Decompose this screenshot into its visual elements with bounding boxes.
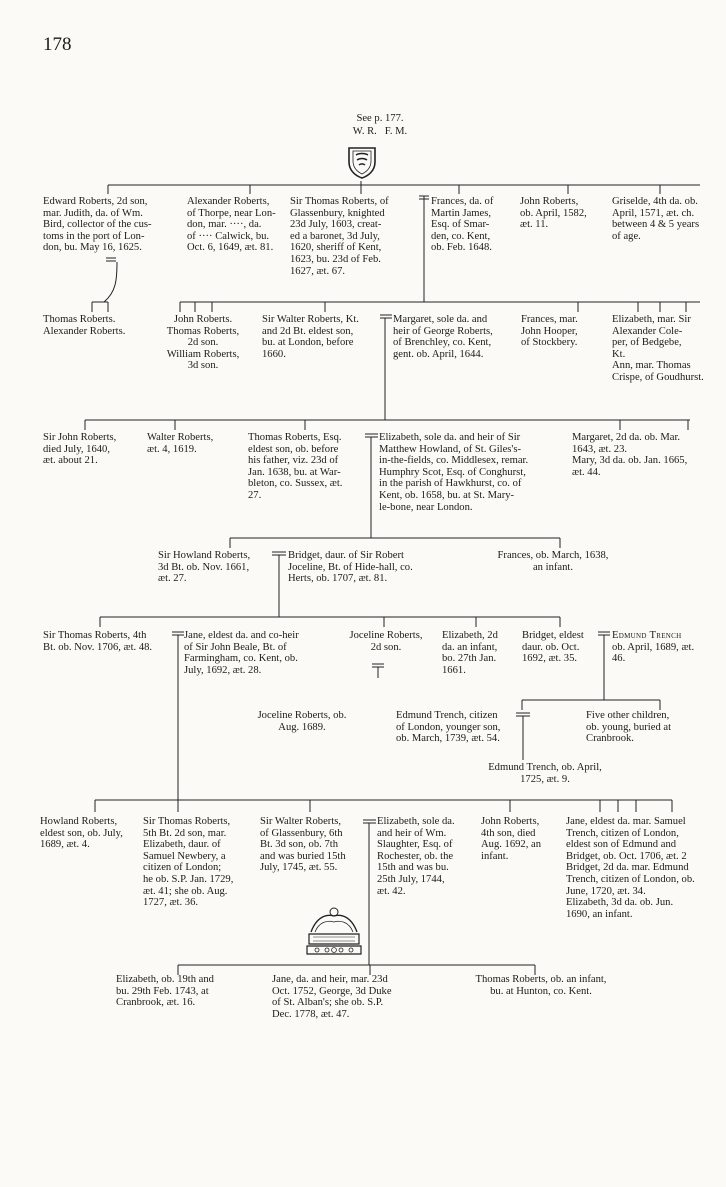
page-number: 178 bbox=[43, 34, 72, 55]
person-margaret-roberts-brenchley: Margaret, sole da. and heir of George Roberts, of Brenchley, co. Kent, gent. ob. April, 1644. bbox=[393, 314, 493, 360]
person-sir-thomas-roberts-1st-bt: Sir Thomas Roberts, of Glassenbury, knighted 23d July, 1603, creat- ed a baronet, 3d July, 1620, sheriff of Kent, 1623, bu. 23d of Feb. 1627, æt. 67. bbox=[290, 196, 389, 277]
persons-john-thomas-william: John Roberts. Thomas Roberts, 2d son. William Roberts, 3d son. bbox=[166, 314, 240, 372]
person-frances-hooper: Frances, mar. John Hooper, of Stockbery. bbox=[521, 314, 578, 349]
person-bridget-eldest-daur: Bridget, eldest daur. ob. Oct. 1692, æt. 35. bbox=[522, 630, 584, 665]
person-elizabeth-howland: Elizabeth, sole da. and heir of Sir Matthew Howland, of St. Giles's- in-the-fields, co. Middlesex, remar. Humphry Scot, Esq. of Conghurst, in the parish of Hawkhurst, co. of Kent, ob. 1658, bu. at St. Mary- le-bone, near London. bbox=[379, 432, 529, 513]
person-howland-roberts-1689: Howland Roberts, eldest son, ob. July, 1689, æt. 4. bbox=[40, 816, 123, 851]
person-elizabeth-slaughter: Elizabeth, sole da. and heir of Wm. Slaughter, Esq. of Rochester, ob. the 15th and was bu. 25th July, 1744, æt. 42. bbox=[377, 816, 455, 897]
parent-initials: W. R. F. M. bbox=[352, 126, 408, 137]
person-sir-john-roberts: Sir John Roberts, died July, 1640, æt. about 21. bbox=[43, 432, 117, 467]
person-joceline-roberts-1689: Joceline Roberts, ob. Aug. 1689. bbox=[257, 710, 347, 733]
persons-margaret-and-mary: Margaret, 2d da. ob. Mar. 1643, æt. 23. Mary, 3d da. ob. Jan. 1665, æt. 44. bbox=[572, 432, 688, 478]
persons-elizabeth-and-ann: Elizabeth, mar. Sir Alexander Cole- per, of Bedgebe, Kt. Ann, mar. Thomas Crispe, of Goudhurst. bbox=[612, 314, 704, 383]
person-bridget-joceline: Bridget, daur. of Sir Robert Joceline, Bt. of Hide-hall, co. Herts, ob. 1707, æt. 81. bbox=[288, 550, 413, 585]
person-elizabeth-1743: Elizabeth, ob. 19th and bu. 29th Feb. 1743, at Cranbrook, æt. 16. bbox=[116, 974, 214, 1009]
person-edmund-trench-citizen: Edmund Trench, citizen of London, younger son, ob. March, 1739, æt. 54. bbox=[396, 710, 501, 745]
person-john-roberts-1692: John Roberts, 4th son, died Aug. 1692, an infant. bbox=[481, 816, 542, 862]
person-frances-1638: Frances, ob. March, 1638, an infant. bbox=[497, 550, 609, 573]
person-edmund-trench-details: ob. April, 1689, æt. 46. bbox=[612, 641, 695, 665]
person-john-roberts-1582: John Roberts, ob. April, 1582, æt. 11. bbox=[520, 196, 587, 231]
person-edmund-trench-1689 bbox=[612, 630, 694, 665]
person-sir-walter-roberts-6th-bt: Sir Walter Roberts, of Glassenbury, 6th Bt. 3d son, ob. 7th and was buried 15th July, 1745, æt. 55. bbox=[260, 816, 346, 874]
person-sir-howland-roberts: Sir Howland Roberts, 3d Bt. ob. Nov. 1661, æt. 27. bbox=[158, 550, 251, 585]
person-jane-beale: Jane, eldest da. and co-heir of Sir John Beale, Bt. of Farmingham, co. Kent, ob. July, 1692, æt. 28. bbox=[184, 630, 299, 676]
person-edward-roberts: Edward Roberts, 2d son, mar. Judith, da. of Wm. Bird, collector of the cus- toms in the port of Lon- don, bu. May 16, 1625. bbox=[43, 196, 152, 254]
persons-thomas-and-alexander: Thomas Roberts. Alexander Roberts. bbox=[43, 314, 126, 337]
person-walter-roberts-1619: Walter Roberts, æt. 4, 1619. bbox=[147, 432, 214, 455]
person-sir-walter-roberts-2nd-bt: Sir Walter Roberts, Kt. and 2d Bt. eldest son, bu. at London, before 1660. bbox=[262, 314, 359, 360]
person-thomas-roberts-esq: Thomas Roberts, Esq. eldest son, ob. before his father, viz. 23d of Jan. 1638, bu. at War- bleton, co. Sussex, æt. 27. bbox=[248, 432, 343, 501]
person-joceline-roberts-2d-son: Joceline Roberts, 2d son. bbox=[349, 630, 423, 653]
person-thomas-roberts-infant: Thomas Roberts, ob. an infant, bu. at Hunton, co. Kent. bbox=[475, 974, 607, 997]
person-alexander-roberts-thorpe: Alexander Roberts, of Thorpe, near Lon- don, mar. ····, da. of ···· Calwick, bu. Oct. 6, 1649, æt. 81. bbox=[187, 196, 276, 254]
persons-jane-bridget-elizabeth: Jane, eldest da. mar. Samuel Trench, citizen of London, eldest son of Edmund and Bridget, ob. Oct. 1706, æt. 2 Bridget, 2d da. mar. Edmund Trench, citizen of London, ob. June, 1720, æt. 34. Elizabeth, 3d da. ob. Jun. 1690, an infant. bbox=[566, 816, 695, 920]
person-frances-james: Frances, da. of Martin James, Esq. of Smar- den, co. Kent, ob. Feb. 1648. bbox=[431, 196, 494, 254]
person-griselde-roberts: Griselde, 4th da. ob. April, 1571, æt. ch. between 4 & 5 years of age. bbox=[612, 196, 700, 242]
person-elizabeth-1661: Elizabeth, 2d da. an infant, bo. 27th Jan. 1661. bbox=[442, 630, 498, 676]
person-edmund-trench-1725: Edmund Trench, ob. April, 1725, æt. 9. bbox=[488, 762, 602, 785]
persons-five-other-children: Five other children, ob. young, buried at Cranbrook. bbox=[586, 710, 672, 745]
person-sir-thomas-roberts-5th-bt: Sir Thomas Roberts, 5th Bt. 2d son, mar. Elizabeth, daur. of Samuel Newbery, a citizen of London; he ob. S.P. Jan. 1729, æt. 41; she ob. Aug. 1727, æt. 36. bbox=[143, 816, 234, 909]
person-jane-duchess-st-albans: Jane, da. and heir, mar. 23d Oct. 1752, George, 3d Duke of St. Alban's; she ob. S.P. Dec. 1778, æt. 47. bbox=[272, 974, 392, 1020]
see-reference: See p. 177. bbox=[356, 113, 404, 124]
person-edmund-trench-name: Edmund Trench bbox=[612, 630, 682, 641]
person-sir-thomas-roberts-4th-bt: Sir Thomas Roberts, 4th Bt. ob. Nov. 1706, æt. 48. bbox=[43, 630, 153, 653]
